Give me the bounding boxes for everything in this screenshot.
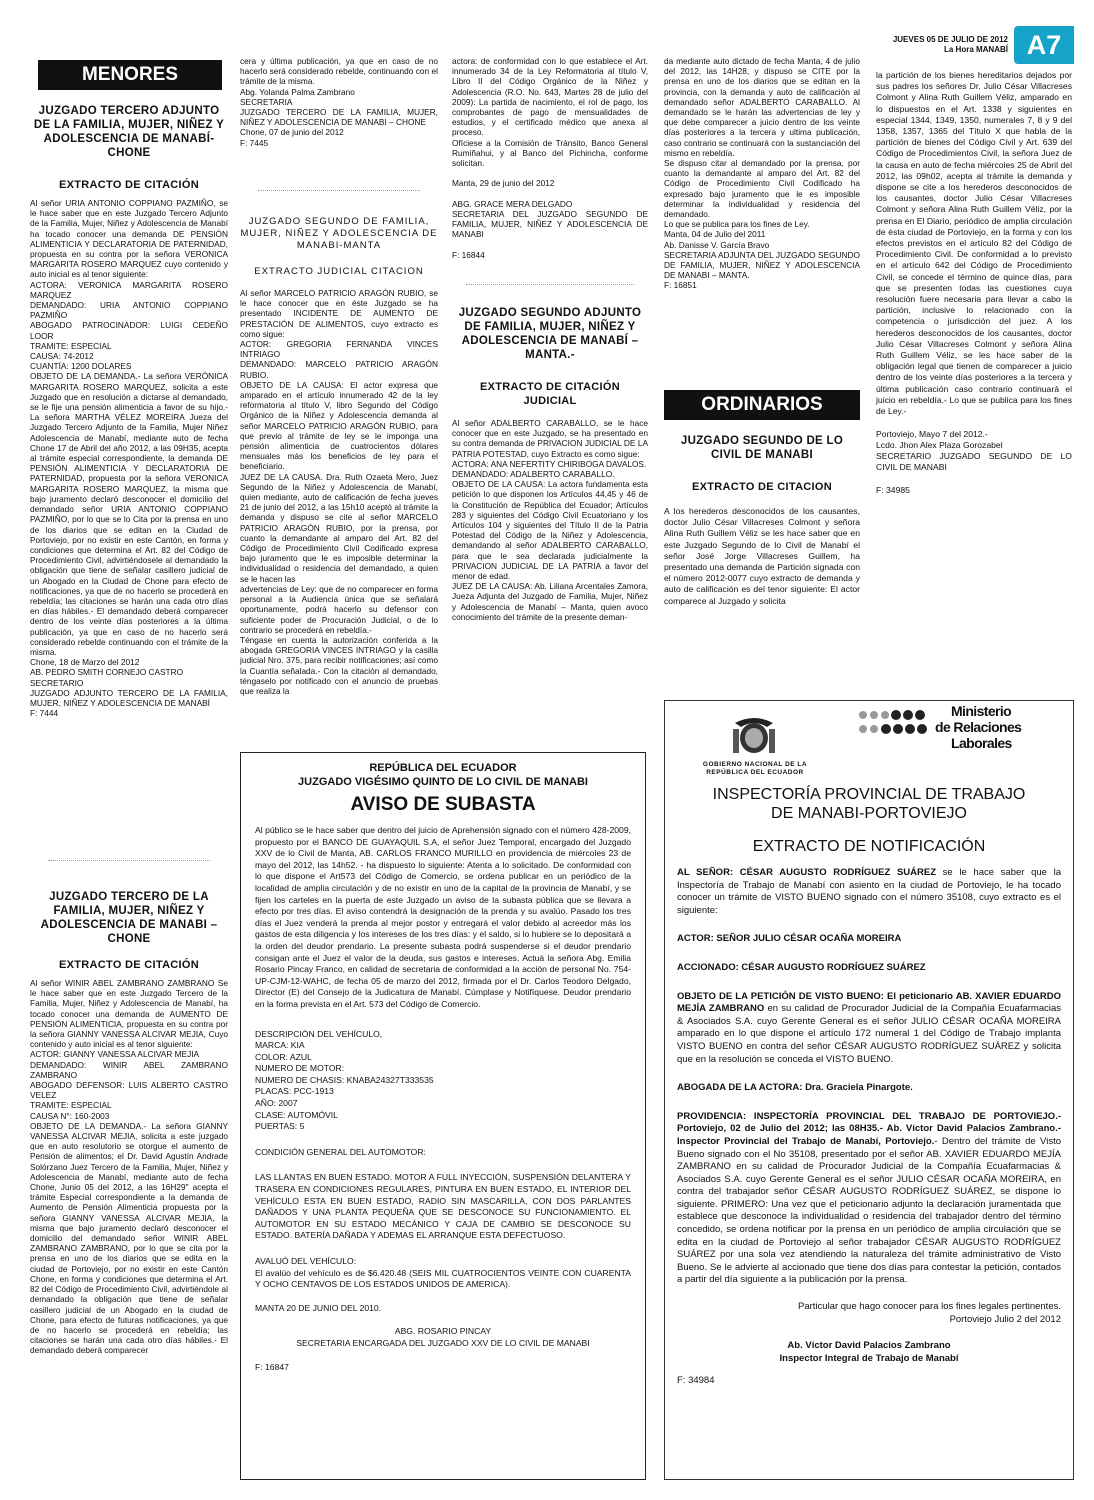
court-heading: JUZGADO SEGUNDO ADJUNTO DE FAMILIA, MUJER, NIÑEZ Y ADOLESCENCIA DE MANABÍ – MANTA.- [458, 307, 642, 361]
notice-subtitle: EXTRACTO DE CITACIÓN [58, 959, 200, 971]
auction-notice [240, 752, 646, 1480]
notice-menores-chone-2 [30, 890, 228, 1490]
vehicle-condition-title: CONDICIÓN GENERAL DEL AUTOMOTOR: [255, 1146, 426, 1157]
vehicle-description: DESCRIPCIÓN DEL VEHÍCULO, MARCA: KIA COLOR: AZUL NUMERO DE MOTOR: NUMERO DE CHASIS: KNABA24327T333535 PLACAS: PCC-1913 AÑO: 2007 CLASE: AUTOMÓVIL PUERTAS: 5 [255, 1028, 434, 1132]
accionado-line: ACCIONADO: CÉSAR AUGUSTO RODRÍGUEZ SUÁREZ [677, 961, 926, 973]
notice-subtitle: EXTRACTO DE CITACIÓN JUDICIAL [479, 381, 621, 407]
section-banner-menores: MENORES [38, 60, 222, 90]
intro-text: se le hace saber que la Inspectoría de Trabajo de Manabí con asiento en la ciudad de Portoviejo, le ha tocado conocer un trámite de VISTO BUENO signado con el número 35108, cuyo extracto es el siguiente: [677, 867, 1064, 916]
place-date: Portoviejo Julio 2 del 2012 [949, 1313, 1061, 1325]
vehicle-valuation: AVALUÓ DEL VEHÍCULO: El avalúo del vehículo es de $6.420.48 (SEIS MIL CUATROCIENTOS VEINTE CON CUARENTA Y OCHO CENTAVOS DE LOS ESTADOS UNIDOS DE AMERICA). [255, 1256, 631, 1290]
auction-title: AVISO DE SUBASTA [350, 794, 536, 815]
auction-signer-title: SECRETARIA ENCARGADA DEL JUZGADO XXV DE LO CIVIL DE MANABI [296, 1337, 590, 1348]
notice-civil-continuation [876, 70, 1072, 682]
notice-body: Al señor ADALBERTO CARABALLO, se le hace conocer que en este Juzgado, se ha presentado en su contra demanda de PRIVACION JUDICIAL DE LA PATRIA POTESTAD, cuyo Extracto es como sigue: ACTORA: ANA NEFERTITY CHIRIBOGA DAVALOS. DEMANDADO: ADALBERTO CARABALLO. OBJETO DE LA CAUSA: La actora fundamenta esta petición lo que disponen los Artículos 44,45 y 46 de la Constitución de República del Ecuador; Artículos 283 y siguientes del Código Civil Ecuatoriano y los Artículos 104 y siguientes del Título II de la Patria Potestad del Código de la Niñez y Adolescencia, demandando al señor ADALBERTO CARABALLO, para que le sea declarada judicialmente la PRIVACION JUDICIAL DE LA PATRIA a favor del menor de edad. JUEZ DE LA CAUSA: Ab. Liliana Arcentales Zamora, Jueza Adjunta del Juzgado de Familia, Mujer, Niñez y Adolescencia de Manabí – Manta, quien avoco conocimiento del trámite de la presente deman- [452, 418, 648, 622]
court-heading: JUZGADO TERCERO DE LA FAMILIA, MUJER, NIÑEZ Y ADOLESCENCIA DE MANABI – CHONE [40, 891, 218, 945]
notice-body: A los herederos desconocidos de los causantes, doctor Julio César Villacreses Colmont y señora Alina Ruth Guillem Véliz se les hace saber que en este Juzgado Segundo de lo Civil de Manabí el señor José Jorge Villacreses Guillem, ha presentado una demanda de Partición signada con el número 2012-0077 cuyo extracto de demanda y auto de calificación es del tenor siguiente: El actor comparece al Juzgado y solicita [664, 506, 863, 606]
recipient-name: AL SEÑOR: CÉSAR AUGUSTO RODRÍGUEZ SUÁREZ [677, 867, 937, 878]
page-number: A7 [1014, 26, 1074, 64]
notification-title: EXTRACTO DE NOTIFICACIÓN [752, 838, 986, 855]
notice-body: Al señor URIA ANTONIO COPPIANO PAZMIÑO, se le hace saber que en este Juzgado Tercero Adjunto de la Familia, Mujer, Niñez y Adolescencia de Manabí ha tocado conocer una demanda DE PENSIÓN ALIMENTICIA Y DECLARATORIA DE PATERNIDAD, propuesta en su contra por la señora VERONICA MARGARITA ROSERO MARQUEZ cuyo contenido y auto inicial es al tenor siguiente: ACTORA: VERONICA MARGARITA ROSERO MARQUEZ DEMANDADO: URIA ANTONIO COPPIANO PAZMIÑO ABOGADO PATROCINADOR: LUIGI CEDEÑO LOOR TRAMITE: ESPECIAL CAUSA: 74-2012 CUANTÍA: 1200 DOLARES OBJETO DE LA DEMANDA.- La señora VERÓNICA MARGARITA ROSERO MARQUEZ, solicita a este Juzgado que en resolución a dictarse al demandado, se le fije una pensión alimenticia a favor de su hijo.- La señora MARTHA VÉLEZ MOREIRA Jueza del Juzgado Tercero Adjunto de la Familia, Mujer Niñez Adolescencia de Manabí, mediante auto de fecha Chone 17 de Abril del año 2012, a las 09H35, acepta al trámite especial correspondiente, la demanda DE PENSIÓN ALIMENTICIA Y DECLARATORIA DE PATERNIDAD, propuesta por la señora VERONICA MARGARITA ROSERO MARQUEZ, la misma que bajo juramento declaró desconocer el domicilio del demandado señor URIA ANTONIO COPPIANO PAZMIÑO, por lo que se lo Cita por la prensa en uno de los diarios que se editan en la Ciudad de Portoviejo, por no existir en este Cantón, en forma y condiciones que determina el Art. 82 del Código de Procedimiento Civil, advirtiéndosele al demandado la obligación que tiene de señalar casillero judicial de un Abogado en la Ciudad de Chone para efecto de notificaciones, ya que de no hacerlo se procederá en rebeldía; las citaciones se harán una cada otro días en días hábiles.- El demandado deberá comparecer dentro de los veinte días posteriores a la última publicación, ya que en caso de no hacerlo será considerado rebelde continuando con el trámite de la misma. Chone, 18 de Marzo del 2012 AB. PEDRO SMITH CORNEJO CASTRO SECRETARIO JUZGADO ADJUNTO TERCERO DE LA FAMILIA, MUJER, NIÑEZ Y ADOLESCENCIA DE MANABÍ F: 7444 [30, 198, 228, 719]
vehicle-condition: LAS LLANTAS EN BUEN ESTADO. MOTOR A FULL INYECCIÓN, SUSPENSIÓN DELANTERA Y TRASERA EN CONDICIONES REGULARES, PINTURA EN BUEN ESTADO, EL INTERIOR DEL VEHÍCULO ESTA EN BUEN ESTADO, RADIO SIN MASCARILLA, CON DOS PARLANTES DAÑADOS Y UNA PLANTA PEQUEÑA QUE SE DESCONOCE SU FUNCIONAMIENTO. EL AUTOMOTOR EN SU ESTADO MECÁNICO Y CAJA DE CAMBIO SE DESCONOCE SU ESTADO. BATERÍA DAÑADA Y ADEMAS EL ARRANQUE ESTA DEFECTUOSO. [255, 1172, 634, 1241]
objeto-heading: OBJETO DE LA PETICIÓN DE VISTO BUENO: El peticionario AB. XAVIER EDUARDO MEJÍA ZAMBRANO [677, 990, 1064, 1015]
notice-continuation [240, 56, 438, 176]
signer-name: Ab. Víctor David Palacios Zambrano [787, 1340, 951, 1352]
ministry-logo-word-2: de Relaciones [935, 719, 1022, 735]
labor-ministry-notice [664, 700, 1074, 1480]
notice-body: Al señor MARCELO PATRICIO ARAGÓN RUBIO, se le hace conocer que en éste Juzgado se ha presentado INCIDENTE DE AUMENTO DE PRESTACIÓN DE ALIMENTOS, cuyo extracto es como sigue: ACTOR: GREGORIA FERNANDA VINCES INTRIAGO DEMANDADO: MARCELO PATRICIO ARAGÓN RUBIO. OBJETO DE LA CAUSA: El actor expresa que amparado en el artículo innumerado 42 de la ley reformatoria al título V, libro Segundo del Código Orgánico de la Niñez y Adolescencia demanda al señor MARCELO PATRICIO ARAGÓN RUBIO, para que previo al trámite de ley se le imponga una pensión alimenticia de cuatrocientos dólares mensuales más los beneficios de ley para el beneficiario. JUEZ DE LA CAUSA. Dra. Ruth Ozaeta Mero, Juez Segundo de la Niñez y Adolescencia de Manabí, quien mediante, auto de calificación de fecha jueves 21 de junio del 2012, a las 15h10 aceptó al trámite la demanda y dispuso se cite al señor MARCELO PATRICIO ARAGÓN RUBIO, por la prensa, por cuanto la demandante al amparo del Art. 82 del Código de Procedimiento Civil Codificado expresa bajo juramento que le es imposible determinar la individualidad o residencia del demandado, a quien se le hacen las advertencias de Ley: que de no comparecer en forma personal a la Audiencia única que se señalará oportunamente, podrá hacerlo su defensor con suficiente poder de Procuración Judicial, o de lo contrario se procederá en rebeldía.- Téngase en cuenta la autorización conferida a la abogada GREGORIA VINCES INTRIAGO y la casilla judicial Nro. 375, para recibir notificaciones; así como la Cuantía señalada.- Con la citación al demandado, téngaselo por notificado con el anuncio de pruebas que realiza la [240, 288, 438, 696]
divider [48, 860, 210, 861]
divider [466, 284, 634, 285]
issue-date: JUEVES 05 DE JULIO DE 2012 [892, 35, 1008, 44]
closing-line: Particular que hago conocer para los fines legales pertinentes. [798, 1301, 1061, 1313]
auction-date: MANTA 20 DE JUNIO DEL 2010. [255, 1302, 382, 1313]
actor-line: ACTOR: SEÑOR JULIO CÉSAR OCAÑA MOREIRA [677, 933, 902, 945]
court-heading: JUZGADO SEGUNDO DE LO CIVIL DE MANABI [680, 435, 844, 461]
auction-body: Al público se le hace saber que dentro del juicio de Aprehensión signado con el número 428-2009, propuesto por el BANCO DE GUAYAQUIL S.A, el señor Juez Temporal, encargado del Juzgado XXV de lo Civil de Manta, AB. CARLOS FRANCO MURILLO en providencia de miércoles 23 de mayo del 2012, las 14h52. - ha dispuesto lo siguiente: Atenta a lo solicitado. De conformidad con lo que dispone el Art573 del Código de Comercio, se ordena publicar en un periódico de la localidad de amplia circulación y de no existir en uno de la capital de la provincia de Manabí, y se fijen los carteles en la puerta de este Juzgado un aviso de la subasta pública que se llevara a efecto por tres días. El aviso contendrá la designación de la prenda y su avalúo. Pasado los tres días el Juez venderá la prenda al mejor postor y entregará el valor debido al acreedor más los gastos de esta diligencia y los intereses de los tres días: y el saldo, si lo hubiere se lo depositará a la orden del deudor prendario. La presente subasta podrá suspenderse si el deudor prendario consigan ante el Juez el valor de la deuda, sus gastos e intereses. Actuá la señora Abg. Emilia Rosario Pincay Franco, en calidad de secretaria de conformidad a la acción de personal No. 754-UP-CJM-12-WAHC, de fecha 05 de marzo del 2012, firmada por el Dr. Carlos Teodoro Delgado, Director (E) del Consejo de la Judicatura de Manabí. Cúmplase y Notifíquese. Deudor prendario en la forma prevista en el Art. 573 del Código de Comercio. [255, 825, 634, 1009]
gov-caption-1: GOBIERNO NACIONAL DE LA [702, 761, 808, 768]
notice-subtitle: EXTRACTO DE CITACION [691, 481, 833, 493]
inspectoria-title-1: INSPECTORÍA PROVINCIAL DE TRABAJO [712, 786, 1026, 803]
ministry-logo-word-3: Laborales [951, 735, 1012, 751]
auction-court: JUZGADO VIGÉSIMO QUINTO DE LO CIVIL DE MANABI [298, 776, 588, 788]
ministry-logo-word-1: Ministerio [951, 703, 1012, 719]
providencia-text: - Dentro del trámite de Visto Bueno signado con el No 35108, presentado por el señor AB. XAVIER EDUARDO MEJÍA ZAMBRANO en su calidad de Procurador Judicial de la Compañía Ecuafarmacias & Asociados S.A. cuyo Gerente General es el señor JULIO CÉSAR OCAÑA MOREIRA, en contra del trabajador señor CÉSAR AUGUSTO RODRÍGUEZ SUÁREZ, se dispone lo siguiente. PRIMERO: Una vez que el peticionario adjunto la declaración juramentada que establece que desconoce la individualidad o residencia del trabajador dentro del término concedido, se ordena notificar por la prensa en un periódico de amplia circulación que se edita en la ciudad de Portoviejo al señor trabajador CÉSAR AUGUSTO RODRÍGUEZ SUÁREZ por una sola vez atendiendo la naturaleza del trámite administrativo de Visto Bueno. Se le advierte al accionado que tiene dos días para contestar la petición, contados a partir del día siguiente a la publicación por la prensa. [677, 1135, 1064, 1286]
signer-title: Inspector Integral de Trabajo de Manabí [779, 1352, 959, 1364]
ministry-dots-logo-icon [857, 709, 947, 743]
notice-adjunto-manta [452, 300, 648, 736]
court-heading: JUZGADO SEGUNDO DE FAMILIA, MUJER, NIÑEZ Y ADOLESCENCIA DE MANABI-MANTA [240, 216, 438, 251]
notice-body: Al señor WINIR ABEL ZAMBRANO ZAMBRANO Se le hace saber que en este Juzgado Tercero de la Familia, Mujer, Niñez y Adolescencia de Manabí, ha tocado conocer una demanda de AUMENTO DE PENSIÓN ALIMENTICIA, propuesta en su contra por la señora GIANNY VANESSA ALCIVAR MEJIA, Cuyo contenido y auto inicial es al tenor siguiente: ACTOR: GIANNY VANESSA ALCIVAR MEJIA DEMANDADO: WINIR ABEL ZAMBRANO ZAMBRANO ABOGADO DEFENSOR: LUIS ALBERTO CASTRO VELEZ TRAMITE: ESPECIAL CAUSA N°: 160-2003 OBJETO DE LA DEMANDA.- La señora GIANNY VANESSA ALCIVAR MEJIA, solicita a este juzgado que en auto resolutorio se otorgue el aumento de Pensión de alimentos; el Dr. David Agustín Andrade Solórzano Juez Tercero de la Familia, Mujer, Niñez y Adolescencia de Manabí, mediante auto de fecha Chone, Junio 05 del 2012, a las 16H29" acepta el trámite Especial correspondiente a la demanda de Aumento de Pensión Alimenticia propuesta por la señora GIANNY VANESSA ALCIVAR MEJIA, la misma que bajo juramento declaró desconocer el domicilio del demandado señor WINIR ABEL ZAMBRANO ZAMBRANO, por lo que se cita por la prensa en uno de los diarios que se edita en la ciudad de Portoviejo, por no existir en este Cantón Chone, en forma y condiciones que determina el Art. 82 del Código de Procedimiento Civil, advirtiéndole al demandado la obligación que tiene de señalar casillero judicial de un Abogado en la ciudad de Chone, para efecto de futuras notificaciones, ya que de no hacerlo se procederá en rebeldía; las citaciones se harán una cada otro días hábiles.- El demandado deberá comparecer [30, 978, 228, 1356]
notice-body: actora: de conformidad con lo que establece el Art. innumerado 34 de la Ley Reformatoria al título V, Libro II del Código Orgánico de la Niñez y Adolescencia (R.O. No. 643, Martes 28 de julio del 2009): La partida de nacimiento, el rol de pago, los comprobantes de pago de mensualidades de estudios, y el certificado médico que anexa al proceso. Ofíciese a la Comisión de Tránsito, Banco General Rumiñahui, y al Banco del Pichincha, conforme solicitan. Manta, 29 de junio del 2012 ABG. GRACE MERA DELGADO SECRETARIA DEL JUZGADO SEGUNDO DE FAMILIA, MUJER, NIÑEZ Y ADOLESCENCIA DE MANABI F: 16844 [452, 56, 648, 260]
ecuador-coat-of-arms-icon [729, 713, 779, 757]
objeto-paragraph [677, 990, 1064, 1067]
providencia-heading: PROVIDENCIA: INSPECTORÍA PROVINCIAL DEL TRABAJO DE PORTOVIEJO.- Portoviejo, 02 de Julio del 2012; las 08H35.- Ab. Víctor David Palacios Zambrano.-Inspector Provincial del Trabajo de Manabí, Portoviejo. [677, 1110, 1064, 1147]
notice-body: da mediante auto dictado de fecha Manta, 4 de julio del 2012, las 14H28, y dispuso se CITE por la prensa en uno de los diarios que se editan en la provincia, con la demanda y auto de calificación al demandado señor ADALBERTO CARABALLO. Al demandado se le harán las advertencias de ley y que debe comparecer a juicio dentro de los veinte días posteriores a la tercera y ultima publicación, caso contrario se continuará con la sustanciación del mismo en rebeldía. Se dispuso citar al demandado por la prensa, por cuanto la demandante al amparo del Art. 82 del Código de Procedimiento Civil Codificado ha expresado bajo juramento que le es imposible determinar la individualidad y residencia del demandado. Lo que se publica para los fines de Ley. Manta, 04 de Julio del 2011 Ab. Danisse V. García Bravo SECRETARIA ADJUNTA DEL JUZGADO SEGUNDO DE FAMILIA, MUJER, NIÑEZ Y ADOLESCENCIA DE MANABI – MANTA. F: 16851 [664, 56, 860, 291]
newspaper-name: La Hora MANABÍ [943, 45, 1008, 54]
auction-signer: ABG. ROSARIO PINCAY [394, 1326, 492, 1337]
notice-subtitle: EXTRACTO JUDICIAL CITACION [254, 266, 424, 277]
objeto-text: en su calidad de Procurador Judicial de la Compañía Ecuafarmacias & Asociados S.A. cuyo Gerente General es el señor JULIO CÉSAR OCAÑA MOREIRA amparado en lo que dispone el artículo 172 numeral 1 del Código de Trabajo implanta VISTO BUENO en contra del señor CÉSAR AUGUSTO RODRÍGUEZ SUÁREZ y solicita que en la resolución se conceda el VISTO BUENO. [677, 1003, 1064, 1065]
notice-body: la partición de los bienes hereditarios dejados por sus padres los señores Dr. Julio César Villacreses Colmont y Alina Ruth Guillem Véliz, amparado en lo dispuestos en el Art. 1338 y siguientes en especial 1344, 1349, 1350, numerales 7, 8 y 9 del 1358, 1357, 1365 del Título X que habla de la partición de bienes del Código Civil y Art. 639 del Código de Procedimientos Civil, la señora Juez de la causa en auto de fecha miércoles 25 de Abril del 2012, las 09h02, acepta al trámite la demanda y dispone se cite a los herederos desconocidos de los causantes, doctor Julio César Villacreses Colmont y señora Alina Ruth Guillem Véliz, por la prensa en El Diario, periódico de amplia circulación de ésta ciudad de Portoviejo, en la forma y con los efectos previstos en el artículo 82 del Código de Procedimiento Civil. De conformidad a lo previsto en el artículo 642 del Código de Procedimiento Civil, se concede el término de quince días, para que se presenten todas las cuestiones cuya resolución fuere necesaria para llevar a cabo la partición, inclusive lo relacionado con la competencia o jurisdicción del juez. A los herederos desconocidos de los causantes, doctor Julio César Villacreses Colmont y señora Alina Ruth Guillem Véliz, se les hace saber de la obligación legal que tienen de comparecer a juicio dentro de los veinte días posteriores a la tercera y última publicación caso contrario continuará el juicio en rebeldía.- Lo que se publica para los fines de Ley.- Portoviejo, Mayo 7 del 2012.- Lcdo. Jhon Alex Plaza Gorozabel SECRETARIO JUZGADO SEGUNDO DE LO CIVIL DE MANABI F: 34985 [876, 70, 1072, 495]
auction-code: F: 16847 [255, 1361, 289, 1372]
inspectoria-title-2: DE MANABI-PORTOVIEJO [771, 805, 967, 822]
notice-menores-chone-1 [30, 98, 228, 830]
providencia-paragraph [677, 1110, 1064, 1287]
abogada-line: ABOGADA DE LA ACTORA: Dra. Graciela Pinargote. [677, 1082, 913, 1094]
notice-civil-manabi [664, 430, 863, 678]
notice-body: cera y última publicación, ya que en caso de no hacerlo será considerado rebelde, continuando con el trámite de la misma. Abg. Yolanda Palma Zambrano SECRETARIA JUZGADO TERCERO DE LA FAMILIA, MUJER, NIÑEZ Y ADOLESCENCIA DE MANABI – CHONE Chone, 07 de junio del 2012 F: 7445 [240, 56, 438, 148]
divider [258, 190, 420, 191]
notice-continuation [452, 56, 648, 272]
notice-continuation [664, 56, 860, 376]
notification-intro [677, 867, 1064, 917]
section-banner-ordinarios: ORDINARIOS [664, 390, 860, 420]
auction-country: REPÚBLICA DEL ECUADOR [369, 762, 517, 774]
notice-subtitle: EXTRACTO DE CITACIÓN [58, 179, 200, 191]
ministry-code: F: 34984 [677, 1375, 715, 1387]
notice-familia-manta [240, 210, 438, 742]
gov-caption-2: REPÚBLICA DEL ECUADOR [706, 769, 804, 776]
court-heading: JUZGADO TERCERO ADJUNTO DE LA FAMILIA, MUJER, NIÑEZ Y ADOLESCENCIA DE MANABÍ- CHONE [33, 105, 225, 159]
